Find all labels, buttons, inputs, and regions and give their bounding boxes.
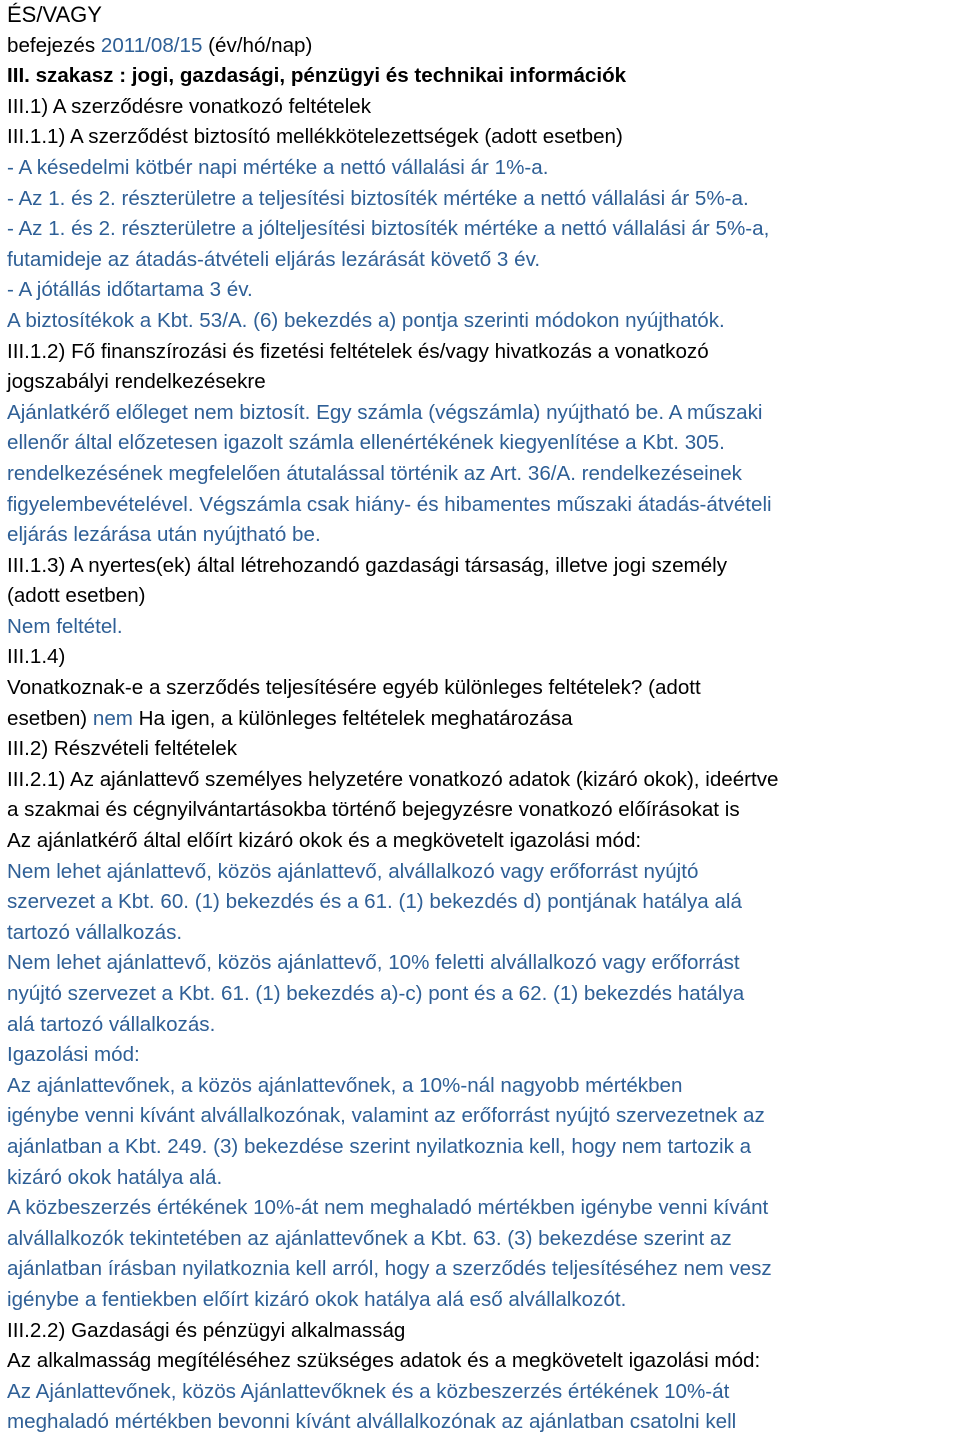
line-11: III.1.2) Fő finanszírozási és fizetési feltételek és/vagy hivatkozás a vonatkozó [7,339,709,363]
line-45: Az Ajánlattevőnek, közös Ajánlattevőknek és a közbeszerzés értékének 10%-át [7,1379,730,1403]
line-44: Az alkalmasság megítéléséhez szükséges adatok és a megkövetelt igazolási mód: [7,1349,761,1373]
line-12: jogszabályi rendelkezésekre [7,370,266,394]
line-23-prefix: esetben) [7,706,93,730]
line-9: - A jótállás időtartama 3 év. [7,278,253,302]
line-31: Nem lehet ajánlattevő, közös ajánlattevő, 10% feletti alvállalkozó vagy erőforrást [7,951,740,975]
line-46: meghaladó mértékben bevonni kívánt alvállalkozónak az ajánlatban csatolni kell [7,1410,737,1434]
section-heading: III. szakasz : jogi, gazdasági, pénzügyi és technikai információk [7,64,627,88]
line-23-suffix: Ha igen, a különleges feltételek meghatározása [132,706,573,730]
line-3: III.1) A szerződésre vonatkozó feltételek [7,94,372,118]
line-29: szervezet a Kbt. 60. (1) bekezdés és a 61. (1) bekezdés d) pontjának hatálya alá [7,890,742,914]
line-28: Nem lehet ajánlattevő, közös ajánlattevő, alvállalkozó vagy erőforrást nyújtó [7,859,699,883]
line-40: alvállalkozók tekintetében az ajánlattevőnek a Kbt. 63. (3) bekezdése szerint az [7,1226,732,1250]
line-37: ajánlatban a Kbt. 249. (3) bekezdése szerint nyilatkoznia kell, hogy nem tartozik a [7,1134,752,1158]
line-26: a szakmai és cégnyilvántartásokba történő bejegyzésre vonatkozó előírásokat is [7,798,740,822]
completion-label: befejezés [7,33,101,57]
line-21: III.1.4) [7,645,66,669]
completion-date: 2011/08/15 [100,33,203,57]
line-22: Vonatkoznak-e a szerződés teljesítésére egyéb különleges feltételek? (adott [7,676,701,700]
line-5: - A késedelmi kötbér napi mértéke a nettó vállalási ár 1%-a. [7,155,549,179]
line-14: ellenőr által előzetesen igazolt számla ellenértékének kiegyenlítése a Kbt. 305. [7,431,725,455]
line-32: nyújtó szervezet a Kbt. 61. (1) bekezdés a)-c) pont és a 62. (1) bekezdés hatálya [7,982,745,1005]
line-43: III.2.2) Gazdasági és pénzügyi alkalmasság [7,1318,406,1342]
line-13: Ajánlatkérő előleget nem biztosít. Egy számla (végszámla) nyújtható be. A műszaki [7,400,763,424]
line-17: eljárás lezárása után nyújtható be. [7,523,321,547]
line-42: igénybe a fentiekben előírt kizáró okok hatálya alá eső alvállalkozót. [7,1287,627,1311]
line-20: Nem feltétel. [7,614,123,638]
line-23 [7,704,959,735]
line-25: III.2.1) Az ajánlattevő személyes helyzetére vonatkozó adatok (kizáró okok), ideértve [7,767,779,791]
line-30: tartozó vállalkozás. [7,920,183,944]
line-35: Az ajánlattevőnek, a közös ajánlattevőnek, a 10%-nál nagyobb mértékben [7,1073,683,1097]
line-41: ajánlatban írásban nyilatkoznia kell arról, hogy a szerződés teljesítéséhez nem vesz [7,1257,772,1281]
line-38: kizáró okok hatálya alá. [7,1165,223,1189]
line-18: III.1.3) A nyertes(ek) által létrehozandó gazdasági társaság, illetve jogi személy [7,553,728,577]
line-33: alá tartozó vállalkozás. [7,1012,216,1036]
line-7: - Az 1. és 2. részterületre a jólteljesítési biztosíték mértéke a nettó vállalási ár 5%-a, [7,217,770,241]
line-34: Igazolási mód: [7,1043,140,1067]
line-8: futamideje az átadás-átvételi eljárás lezárását követő 3 év. [7,247,541,271]
line-4: III.1.1) A szerződést biztosító mellékkötelezettségek (adott esetben) [7,125,623,149]
line-36: igénybe venni kívánt alvállalkozónak, valamint az erőforrást nyújtó szervezetnek az [7,1104,765,1128]
document-page [7,0,959,1438]
line-0: ÉS/VAGY [7,2,102,27]
special-conditions-answer: nem [92,706,133,730]
line-6: - Az 1. és 2. részterületre a teljesítési biztosíték mértéke a nettó vállalási ár 5%-a. [7,186,749,210]
date-format: (év/hó/nap) [202,33,313,57]
line-10: A biztosítékok a Kbt. 53/A. (6) bekezdés a) pontja szerinti módokon nyújthatók. [7,308,725,332]
line-16: figyelembevételével. Végszámla csak hiány- és hibamentes műszaki átadás-átvételi [7,492,772,516]
line-27: Az ajánlatkérő által előírt kizáró okok és a megkövetelt igazolási mód: [7,829,642,853]
line-15: rendelkezésének megfelelően átutalással történik az Art. 36/A. rendelkezéseinek [7,461,742,485]
line-1 [7,31,959,62]
line-39: A közbeszerzés értékének 10%-át nem meghaladó mértékben igénybe venni kívánt [7,1196,769,1220]
line-24: III.2) Részvételi feltételek [7,737,238,761]
line-19: (adott esetben) [7,584,146,608]
